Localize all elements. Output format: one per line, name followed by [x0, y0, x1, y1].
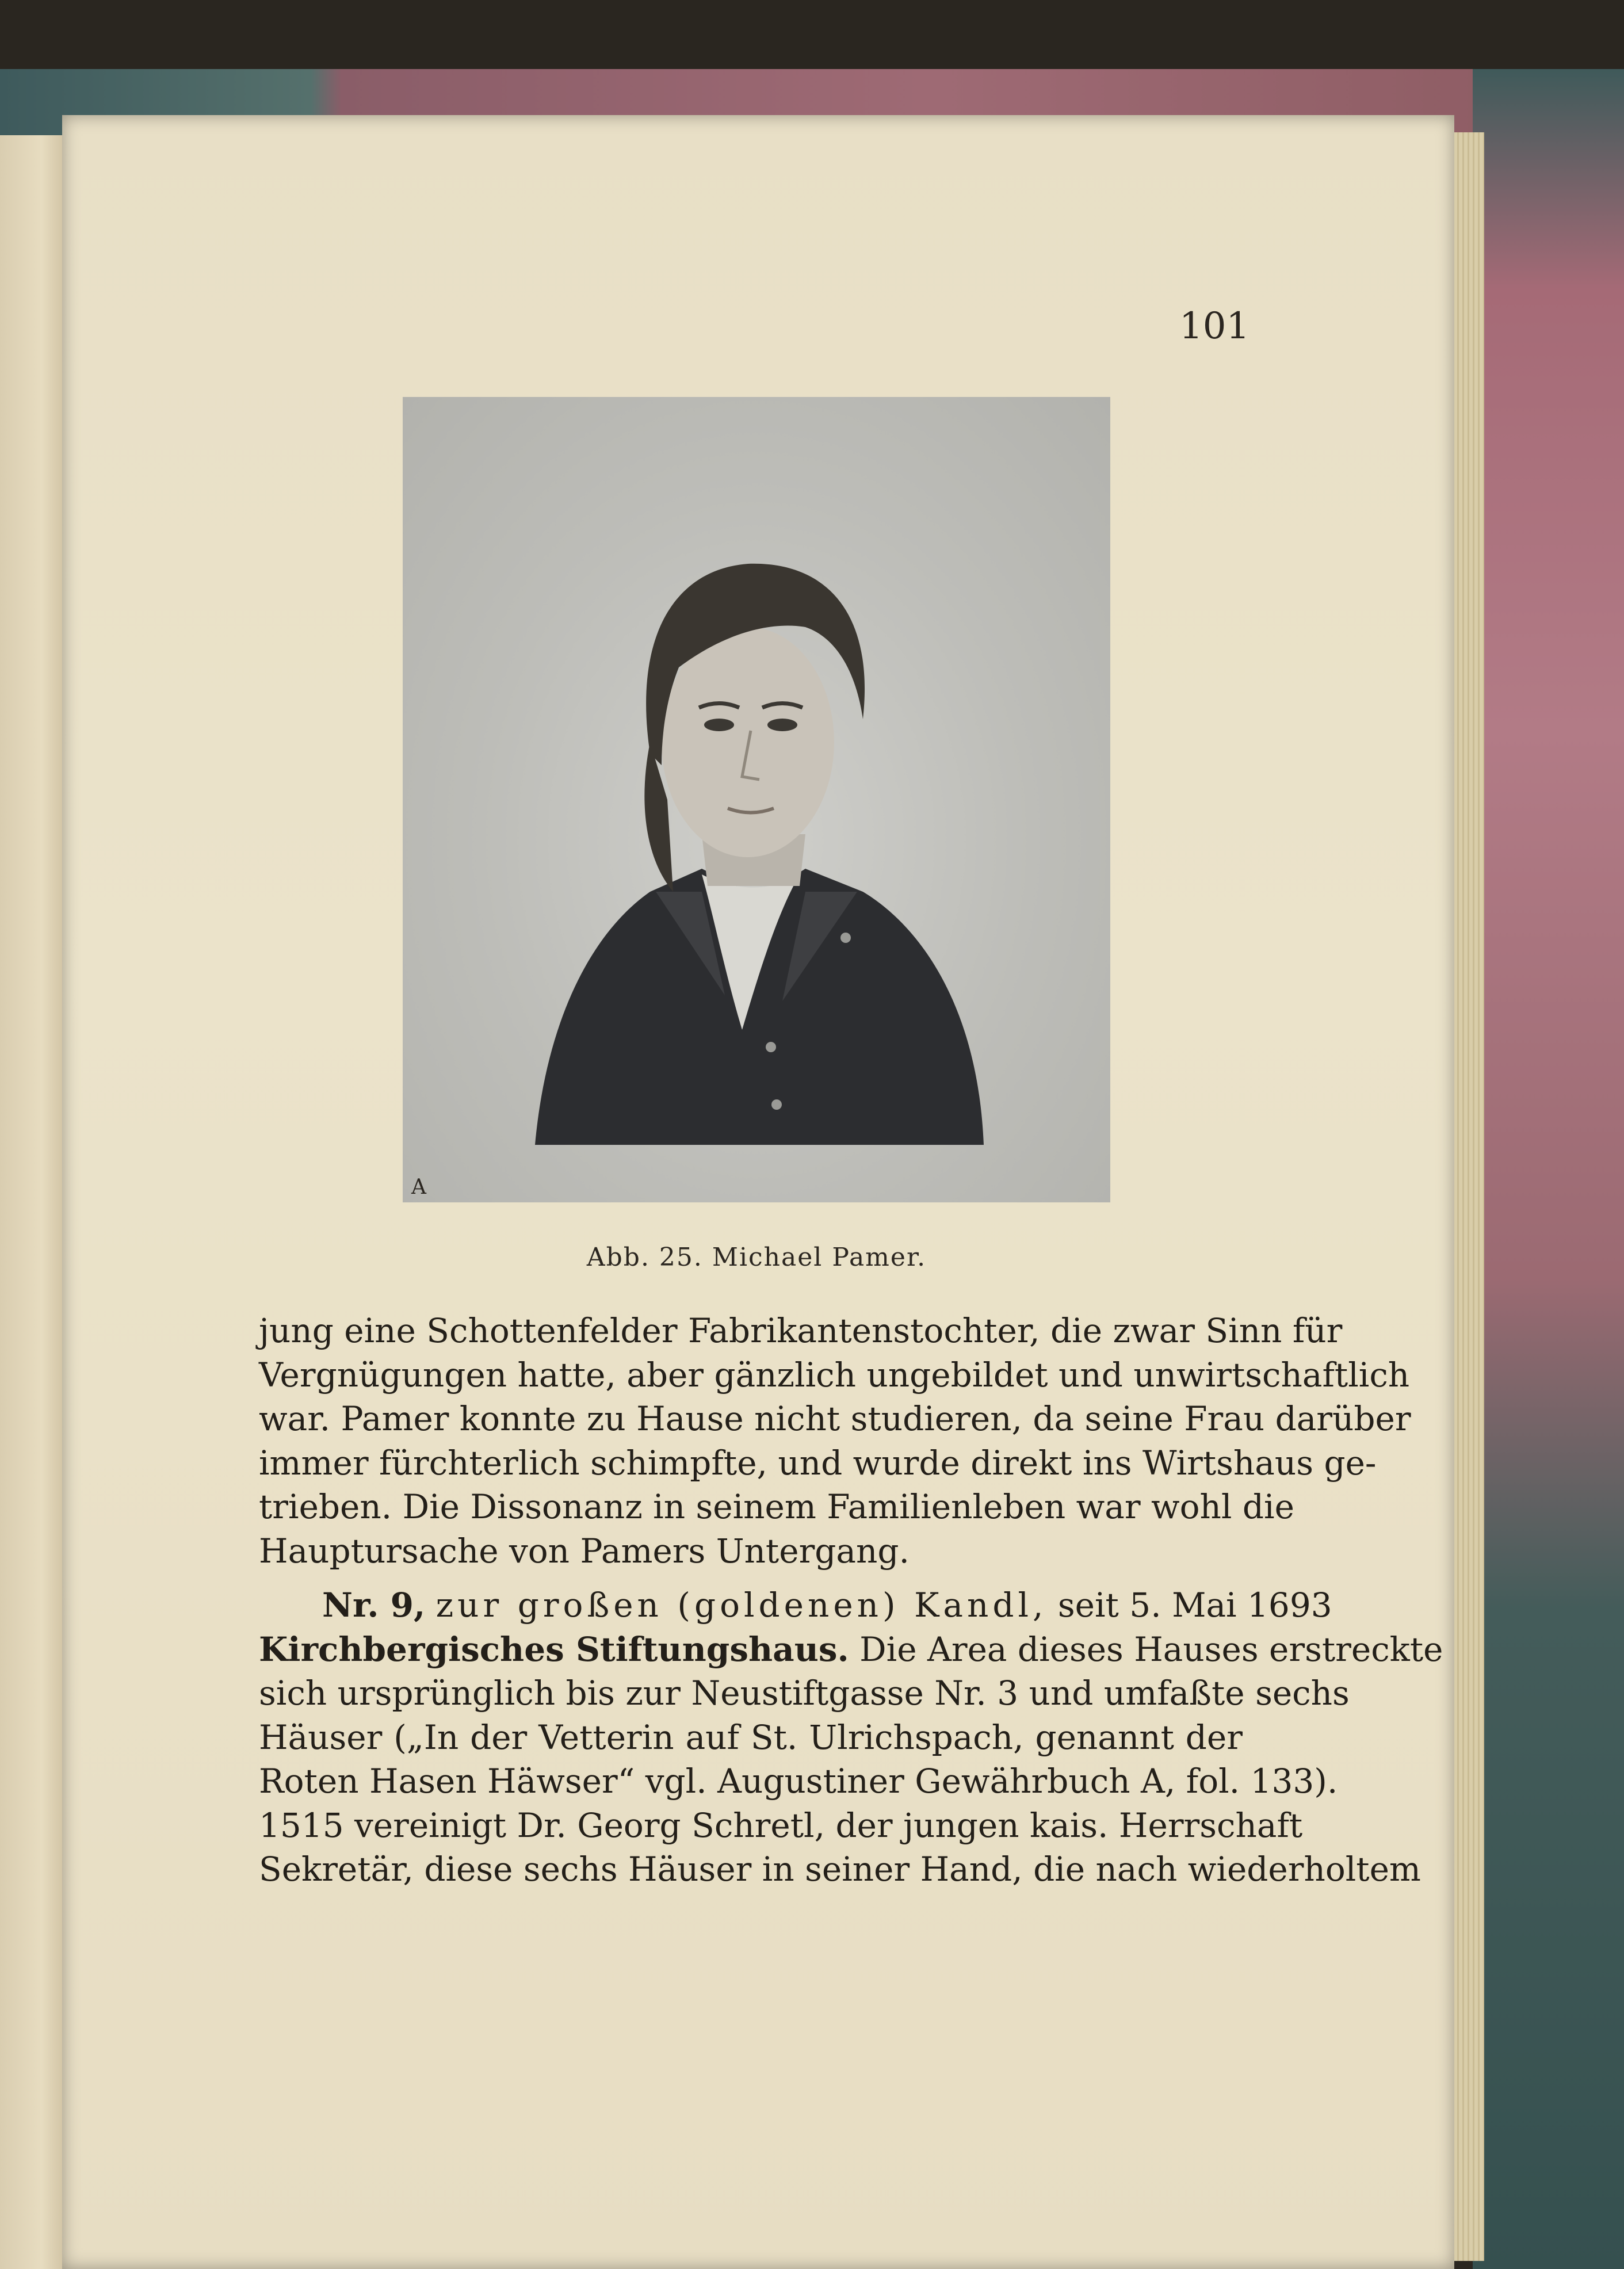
- text-line: Roten Hasen Häwser“ vgl. Augustiner Gewährbuch A, fol. 133).: [259, 1762, 1338, 1801]
- body-text: [259, 1309, 1443, 1892]
- portrait-figure: [403, 397, 1110, 1202]
- text-line: [259, 1628, 1443, 1672]
- coat-button: [840, 933, 851, 943]
- text-line: 1515 vereinigt Dr. Georg Schretl, der jungen kais. Herrschaft: [259, 1805, 1303, 1845]
- text-segment: Die Area dieses Hauses erstreckte: [859, 1629, 1443, 1669]
- text-line: sich ursprünglich bis zur Neustiftgasse Nr. 3 und umfaßte sechs: [259, 1674, 1350, 1713]
- house-name: zur großen (goldenen) Kandl,: [435, 1586, 1048, 1625]
- text-line: war. Pamer konnte zu Hause nicht studieren, da seine Frau darüber: [259, 1399, 1411, 1438]
- paragraph-gap: [259, 1573, 1243, 1583]
- book-cover-right: [1473, 69, 1624, 2269]
- engraver-mark: A: [411, 1175, 426, 1199]
- text-line: Hauptursache von Pamers Untergang.: [259, 1531, 910, 1571]
- text-line: trieben. Die Dissonanz in seinem Familienleben war wohl die: [259, 1487, 1294, 1526]
- previous-page-edge: [0, 135, 69, 2269]
- entry-number: Nr. 9,: [322, 1586, 426, 1625]
- text-line: [259, 1583, 1332, 1628]
- portrait-eye-right: [767, 719, 797, 731]
- text-line: Häuser („In der Vetterin auf St. Ulrichspach, genannt der: [259, 1717, 1243, 1757]
- text-line: Sekretär, diese sechs Häuser in seiner Hand, die nach wiederholtem: [259, 1850, 1421, 1889]
- coat-button: [771, 1099, 782, 1110]
- entry-date: seit 5. Mai 1693: [1057, 1586, 1332, 1625]
- page-number: 101: [1179, 305, 1250, 347]
- text-line: jung eine Schottenfelder Fabrikantenstochter, die zwar Sinn für: [259, 1311, 1343, 1350]
- text-line: Vergnügungen hatte, aber gänzlich ungebildet und unwirtschaftlich: [259, 1355, 1410, 1395]
- portrait-illustration: [403, 397, 1110, 1202]
- coat-button: [766, 1042, 776, 1052]
- text-line: immer fürchterlich schimpfte, und wurde direkt ins Wirtshaus ge-: [259, 1443, 1377, 1483]
- figure-caption: Abb. 25. Michael Pamer.: [586, 1243, 927, 1272]
- portrait-eye-left: [704, 719, 734, 731]
- house-title: Kirchbergisches Stiftungshaus.: [259, 1629, 849, 1669]
